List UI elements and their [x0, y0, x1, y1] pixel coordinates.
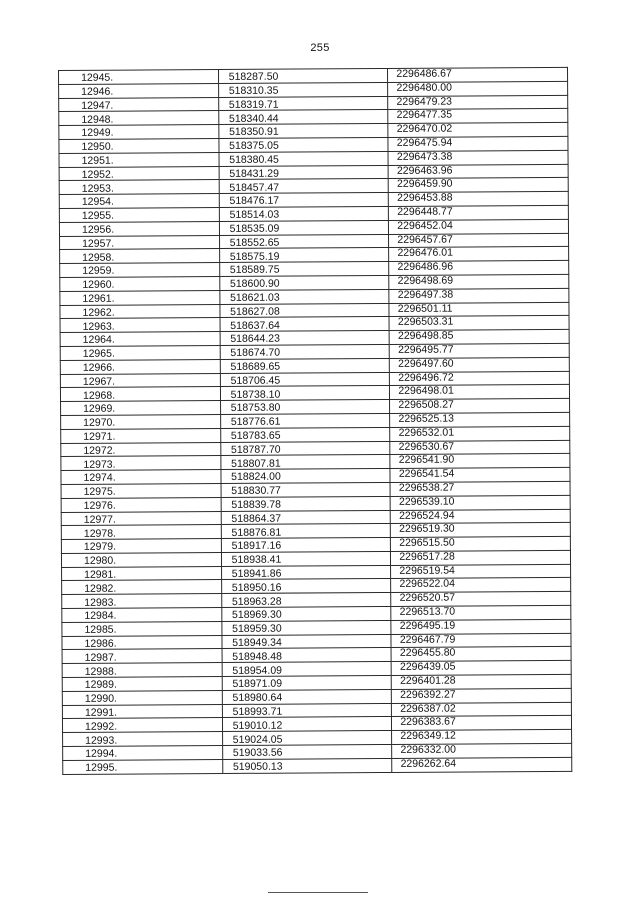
- northing-cell: 2296508.27: [390, 399, 570, 414]
- point-number-cell: 12967.: [60, 373, 220, 388]
- point-number-cell: 12966.: [60, 359, 220, 374]
- easting-cell: 518830.77: [221, 482, 391, 497]
- point-number-cell: 12991.: [62, 704, 222, 719]
- table-row: [63, 757, 572, 774]
- point-number-cell: 12981.: [62, 566, 222, 581]
- northing-cell: 2296476.01: [389, 247, 569, 262]
- point-number-cell: 12952.: [59, 166, 219, 181]
- point-number-cell: 12972.: [61, 442, 221, 457]
- northing-cell: 2296392.27: [392, 688, 572, 703]
- point-number-cell: 12987.: [62, 649, 222, 664]
- easting-cell: 518575.19: [219, 248, 389, 263]
- easting-cell: 518674.70: [220, 344, 390, 359]
- northing-cell: 2296448.77: [389, 205, 569, 220]
- northing-cell: 2296467.79: [391, 633, 571, 648]
- northing-cell: 2296452.04: [389, 219, 569, 234]
- easting-cell: 518938.41: [221, 551, 391, 566]
- easting-cell: 518350.91: [219, 124, 389, 139]
- point-number-cell: 12985.: [62, 621, 222, 636]
- point-number-cell: 12975.: [61, 483, 221, 498]
- point-number-cell: 12982.: [62, 580, 222, 595]
- northing-cell: 2296470.02: [388, 123, 568, 138]
- northing-cell: 2296495.77: [390, 343, 570, 358]
- easting-cell: 518706.45: [220, 372, 390, 387]
- point-number-cell: 12994.: [63, 746, 223, 761]
- point-number-cell: 12947.: [59, 97, 219, 112]
- coordinate-table: [58, 67, 572, 775]
- easting-cell: 518514.03: [219, 206, 389, 221]
- easting-cell: 518644.23: [220, 331, 390, 346]
- point-number-cell: 12959.: [60, 263, 220, 278]
- northing-cell: 2296524.94: [391, 509, 571, 524]
- northing-cell: 2296522.04: [391, 578, 571, 593]
- point-number-cell: 12979.: [61, 539, 221, 554]
- point-number-cell: 12971.: [61, 428, 221, 443]
- point-number-cell: 12963.: [60, 318, 220, 333]
- northing-cell: 2296479.23: [388, 95, 568, 110]
- easting-cell: 518941.86: [221, 565, 391, 580]
- easting-cell: 518476.17: [219, 193, 389, 208]
- point-number-cell: 12961.: [60, 290, 220, 305]
- point-number-cell: 12969.: [61, 401, 221, 416]
- point-number-cell: 12962.: [60, 304, 220, 319]
- easting-cell: 518621.03: [220, 289, 390, 304]
- easting-cell: 518380.45: [219, 151, 389, 166]
- easting-cell: 518431.29: [219, 165, 389, 180]
- northing-cell: 2296498.85: [389, 330, 569, 345]
- easting-cell: 518971.09: [222, 676, 392, 691]
- point-number-cell: 12965.: [60, 345, 220, 360]
- easting-cell: 518287.50: [218, 68, 388, 83]
- northing-cell: 2296401.28: [392, 674, 572, 689]
- point-number-cell: 12951.: [59, 152, 219, 167]
- point-number-cell: 12949.: [59, 125, 219, 140]
- northing-cell: 2296498.69: [389, 274, 569, 289]
- easting-cell: 518375.05: [219, 137, 389, 152]
- coordinate-table-body: [59, 67, 572, 774]
- easting-cell: 518753.80: [220, 400, 390, 415]
- easting-cell: 518824.00: [221, 469, 391, 484]
- point-number-cell: 12980.: [61, 552, 221, 567]
- northing-cell: 2296517.28: [391, 550, 571, 565]
- northing-cell: 2296497.60: [390, 357, 570, 372]
- easting-cell: 518954.09: [222, 662, 392, 677]
- northing-cell: 2296520.57: [391, 592, 571, 607]
- easting-cell: 518738.10: [220, 386, 390, 401]
- point-number-cell: 12993.: [63, 732, 223, 747]
- northing-cell: 2296498.01: [390, 385, 570, 400]
- northing-cell: 2296496.72: [390, 371, 570, 386]
- point-number-cell: 12974.: [61, 470, 221, 485]
- easting-cell: 519024.05: [222, 731, 392, 746]
- point-number-cell: 12955.: [59, 207, 219, 222]
- page-number: 255: [310, 42, 330, 54]
- easting-cell: 518917.16: [221, 538, 391, 553]
- easting-cell: 518637.64: [220, 317, 390, 332]
- northing-cell: 2296541.90: [390, 454, 570, 469]
- northing-cell: 2296541.54: [390, 467, 570, 482]
- northing-cell: 2296383.67: [392, 716, 572, 731]
- northing-cell: 2296532.01: [390, 426, 570, 441]
- point-number-cell: 12973.: [61, 456, 221, 471]
- point-number-cell: 12957.: [60, 235, 220, 250]
- easting-cell: 518310.35: [218, 82, 388, 97]
- easting-cell: 518776.61: [220, 413, 390, 428]
- footer-divider: [268, 892, 368, 893]
- easting-cell: 518876.81: [221, 524, 391, 539]
- point-number-cell: 12989.: [62, 677, 222, 692]
- point-number-cell: 12976.: [61, 497, 221, 512]
- easting-cell: 518535.09: [219, 220, 389, 235]
- point-number-cell: 12978.: [61, 525, 221, 540]
- point-number-cell: 12945.: [59, 70, 219, 85]
- northing-cell: 2296439.05: [391, 661, 571, 676]
- easting-cell: 519033.56: [222, 745, 392, 760]
- easting-cell: 518807.81: [221, 455, 391, 470]
- easting-cell: 518787.70: [220, 441, 390, 456]
- easting-cell: 518689.65: [220, 358, 390, 373]
- northing-cell: 2296457.67: [389, 233, 569, 248]
- point-number-cell: 12990.: [62, 690, 222, 705]
- point-number-cell: 12960.: [60, 276, 220, 291]
- point-number-cell: 12988.: [62, 663, 222, 678]
- easting-cell: 518839.78: [221, 496, 391, 511]
- point-number-cell: 12950.: [59, 139, 219, 154]
- easting-cell: 518959.30: [222, 620, 392, 635]
- point-number-cell: 12984.: [62, 608, 222, 623]
- northing-cell: 2296473.38: [388, 150, 568, 165]
- easting-cell: 518993.71: [222, 703, 392, 718]
- northing-cell: 2296503.31: [389, 316, 569, 331]
- northing-cell: 2296262.64: [392, 757, 572, 772]
- easting-cell: 519050.13: [222, 758, 392, 773]
- northing-cell: 2296453.88: [389, 192, 569, 207]
- easting-cell: 518783.65: [220, 427, 390, 442]
- northing-cell: 2296530.67: [390, 440, 570, 455]
- point-number-cell: 12954.: [59, 194, 219, 209]
- easting-cell: 518457.47: [219, 179, 389, 194]
- easting-cell: 518969.30: [221, 607, 391, 622]
- point-number-cell: 12948.: [59, 111, 219, 126]
- point-number-cell: 12953.: [59, 180, 219, 195]
- northing-cell: 2296477.35: [388, 109, 568, 124]
- point-number-cell: 12946.: [59, 83, 219, 98]
- easting-cell: 518600.90: [219, 275, 389, 290]
- easting-cell: 518950.16: [221, 579, 391, 594]
- northing-cell: 2296515.50: [391, 536, 571, 551]
- northing-cell: 2296387.02: [392, 702, 572, 717]
- northing-cell: 2296455.80: [391, 647, 571, 662]
- northing-cell: 2296495.19: [391, 619, 571, 634]
- easting-cell: 518949.34: [222, 634, 392, 649]
- easting-cell: 518948.48: [222, 648, 392, 663]
- northing-cell: 2296349.12: [392, 730, 572, 745]
- northing-cell: 2296475.94: [388, 136, 568, 151]
- point-number-cell: 12983.: [62, 594, 222, 609]
- point-number-cell: 12986.: [62, 635, 222, 650]
- point-number-cell: 12977.: [61, 511, 221, 526]
- point-number-cell: 12964.: [60, 332, 220, 347]
- point-number-cell: 12968.: [60, 387, 220, 402]
- northing-cell: 2296459.90: [388, 178, 568, 193]
- point-number-cell: 12992.: [62, 718, 222, 733]
- easting-cell: 519010.12: [222, 717, 392, 732]
- northing-cell: 2296332.00: [392, 743, 572, 758]
- easting-cell: 518864.37: [221, 510, 391, 525]
- easting-cell: 518552.65: [219, 234, 389, 249]
- northing-cell: 2296519.30: [391, 523, 571, 538]
- point-number-cell: 12958.: [60, 249, 220, 264]
- easting-cell: 518340.44: [218, 110, 388, 125]
- point-number-cell: 12970.: [61, 414, 221, 429]
- northing-cell: 2296519.54: [391, 564, 571, 579]
- easting-cell: 518980.64: [222, 689, 392, 704]
- northing-cell: 2296501.11: [389, 302, 569, 317]
- easting-cell: 518319.71: [218, 96, 388, 111]
- northing-cell: 2296513.70: [391, 605, 571, 620]
- northing-cell: 2296538.27: [390, 481, 570, 496]
- northing-cell: 2296525.13: [390, 412, 570, 427]
- northing-cell: 2296486.96: [389, 261, 569, 276]
- easting-cell: 518627.08: [220, 303, 390, 318]
- northing-cell: 2296463.96: [388, 164, 568, 179]
- easting-cell: 518589.75: [219, 262, 389, 277]
- northing-cell: 2296486.67: [388, 67, 568, 82]
- easting-cell: 518963.28: [221, 593, 391, 608]
- point-number-cell: 12956.: [59, 221, 219, 236]
- point-number-cell: 12995.: [63, 759, 223, 774]
- northing-cell: 2296539.10: [390, 495, 570, 510]
- northing-cell: 2296480.00: [388, 81, 568, 96]
- northing-cell: 2296497.38: [389, 288, 569, 303]
